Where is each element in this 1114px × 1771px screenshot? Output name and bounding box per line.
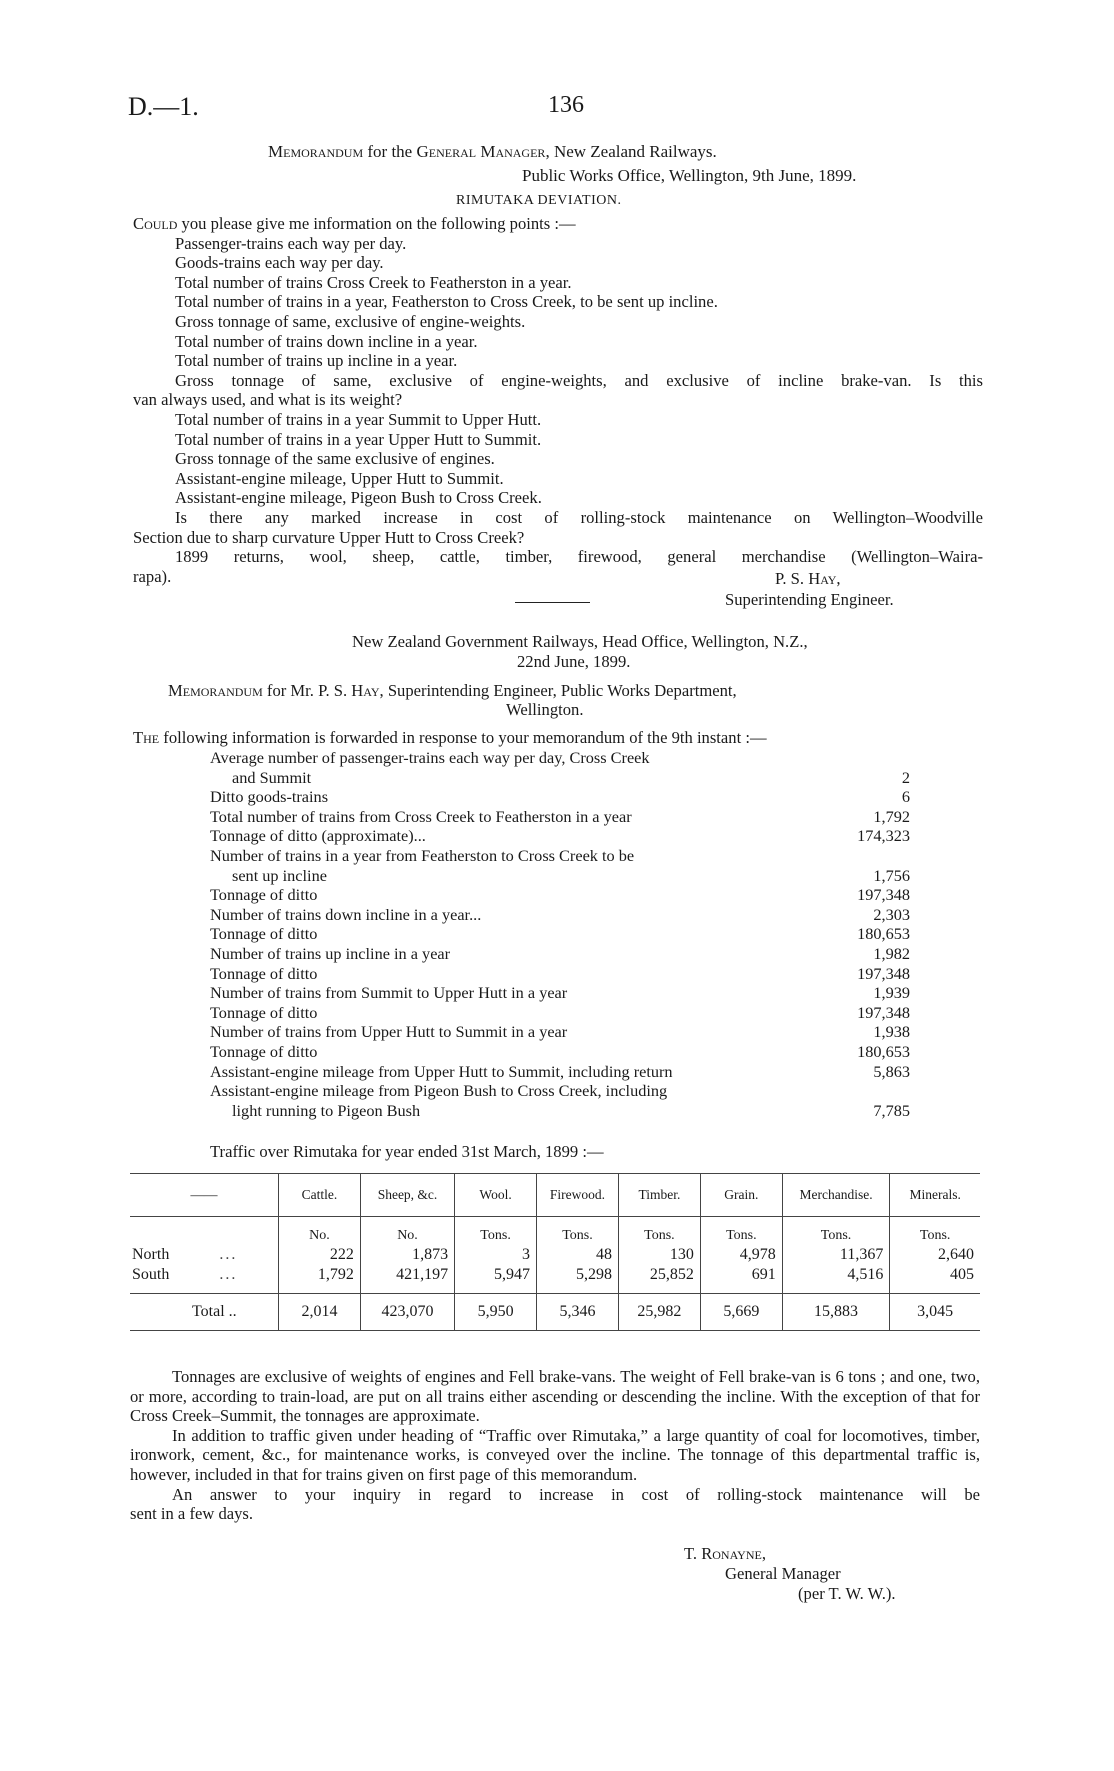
memo1-opening-rest: you please give me information on the following points :— bbox=[177, 214, 576, 233]
column-header: Minerals. bbox=[890, 1174, 980, 1217]
table-cell: 5,298 bbox=[537, 1265, 619, 1294]
table-cell: 1,792 bbox=[278, 1265, 360, 1294]
statistic-value: 6 bbox=[901, 787, 910, 807]
statistic-label: Total number of trains from Cross Creek to Featherston in a year bbox=[210, 806, 632, 826]
statistic-row bbox=[210, 885, 910, 905]
units-label-cell bbox=[130, 1217, 278, 1246]
statistic-row bbox=[210, 1003, 910, 1023]
memo1-opening bbox=[133, 214, 983, 234]
memo2-intro-rest: following information is forwarded in response to your memorandum of the 9th instant :— bbox=[159, 728, 767, 747]
statistic-label: Tonnage of ditto bbox=[210, 1002, 318, 1022]
memo1-point-returns: 1899 returns, wool, sheep, cattle, timber, firewood, general merchandise (Wellington–Waira- bbox=[175, 547, 983, 567]
memo1-signature-name: P. S. Hay, bbox=[775, 569, 841, 588]
column-header: Merchandise. bbox=[782, 1174, 890, 1217]
total-row bbox=[130, 1294, 980, 1331]
statistic-value: 5,863 bbox=[873, 1061, 910, 1081]
unit-cell: Tons. bbox=[700, 1217, 782, 1246]
unit-cell: Tons. bbox=[537, 1217, 619, 1246]
table-cell: 691 bbox=[700, 1265, 782, 1294]
memo1-point-returns-cont: rapa). bbox=[133, 566, 172, 586]
table-cell: 4,978 bbox=[700, 1245, 782, 1265]
statistic-row bbox=[210, 983, 910, 1003]
total-cell: 3,045 bbox=[890, 1294, 980, 1331]
separator-rule bbox=[515, 602, 590, 603]
traffic-corner: —— bbox=[130, 1174, 278, 1217]
memo2-signature-per: (per T. W. W.). bbox=[798, 1584, 896, 1603]
statistic-label-cont: and Summit bbox=[232, 767, 312, 787]
statistic-value: 1,982 bbox=[873, 943, 910, 963]
memo1-point: Passenger-trains each way per day. bbox=[175, 233, 407, 253]
memo2-title-rest: for Mr. P. S. bbox=[262, 681, 352, 700]
table-cell: 2,640 bbox=[890, 1245, 980, 1265]
statistic-label: Number of trains down incline in a year... bbox=[210, 904, 482, 924]
statistic-row bbox=[210, 748, 910, 768]
unit-cell: Tons. bbox=[618, 1217, 700, 1246]
memo2-title-city: Wellington. bbox=[506, 700, 584, 719]
table-row bbox=[130, 1265, 980, 1294]
total-cell: 2,014 bbox=[278, 1294, 360, 1331]
statistic-label: Tonnage of ditto bbox=[210, 963, 318, 983]
statistic-row bbox=[210, 905, 910, 925]
memo1-questions bbox=[133, 214, 983, 586]
memo2-notes bbox=[130, 1367, 980, 1524]
memo1-signature-title: Superintending Engineer. bbox=[725, 590, 894, 609]
total-cell: 5,346 bbox=[537, 1294, 619, 1331]
statistic-label: Assistant-engine mileage from Upper Hutt to Summit, including return bbox=[210, 1061, 673, 1081]
memo1-point: Total number of trains in a year Summit to Upper Hutt. bbox=[175, 409, 542, 429]
statistics-list bbox=[210, 748, 910, 1120]
statistic-value: 180,653 bbox=[857, 1041, 910, 1061]
statistic-value: 197,348 bbox=[857, 963, 910, 983]
statistic-label: Tonnage of ditto bbox=[210, 885, 318, 905]
statistic-value: 7,785 bbox=[873, 1100, 910, 1120]
total-leader-dots: .. bbox=[228, 1303, 237, 1320]
memo1-subject: RIMUTAKA DEVIATION. bbox=[456, 193, 622, 208]
table-cell: 11,367 bbox=[782, 1245, 890, 1265]
memo1-point: Assistant-engine mileage, Pigeon Bush to Cross Creek. bbox=[175, 488, 542, 508]
unit-cell: Tons. bbox=[455, 1217, 537, 1246]
memo1-title-suffix: , New Zealand Railways. bbox=[545, 142, 717, 161]
column-header: Timber. bbox=[618, 1174, 700, 1217]
table-cell: 1,873 bbox=[360, 1245, 454, 1265]
note-paragraph: In addition to traffic given under heading of “Traffic over Rimutaka,” a large quantity of coal for locomotives, timber, ironwork, cement, &c., for maintenance works, is conveyed over the incline. The tonnage of this departmental traffic is, however, included in that for trains given on first page of this memorandum. bbox=[130, 1425, 980, 1484]
memo1-title-prefix: Memorandum bbox=[268, 142, 364, 161]
statistic-value: 1,756 bbox=[873, 865, 910, 885]
statistic-row-cont bbox=[210, 866, 910, 886]
table-cell: 5,947 bbox=[455, 1265, 537, 1294]
statistic-row bbox=[210, 846, 910, 866]
unit-cell: Tons. bbox=[890, 1217, 980, 1246]
statistic-label: Number of trains from Upper Hutt to Summit in a year bbox=[210, 1022, 568, 1042]
statistic-row bbox=[210, 787, 910, 807]
memo1-recipient: General Manager bbox=[416, 142, 546, 161]
memo2-address: New Zealand Government Railways, Head Office, Wellington, N.Z., bbox=[352, 632, 808, 651]
memo1-point: Total number of trains Cross Creek to Featherston in a year. bbox=[175, 272, 572, 292]
table-cell: 3 bbox=[455, 1245, 537, 1265]
statistic-row bbox=[210, 1081, 910, 1101]
traffic-header-row bbox=[130, 1174, 980, 1217]
memo1-point-brake-van: Gross tonnage of same, exclusive of engine-weights, and exclusive of incline brake-van. Is this bbox=[175, 370, 983, 390]
total-label bbox=[130, 1294, 278, 1331]
table-cell: 421,197 bbox=[360, 1265, 454, 1294]
traffic-units-row bbox=[130, 1217, 980, 1246]
column-header: Sheep, &c. bbox=[360, 1174, 454, 1217]
statistic-label: Average number of passenger-trains each way per day, Cross Creek bbox=[210, 748, 650, 767]
row-label bbox=[130, 1265, 278, 1294]
memo2-signature-name: T. Ronayne, bbox=[684, 1544, 766, 1563]
memo2-title-name: Hay bbox=[351, 681, 380, 700]
statistic-row bbox=[210, 1022, 910, 1042]
memo2-intro-word: The bbox=[133, 728, 160, 747]
statistic-label: Assistant-engine mileage from Pigeon Bush to Cross Creek, including bbox=[210, 1081, 668, 1101]
statistic-label-cont: sent up incline bbox=[232, 865, 327, 885]
unit-cell: No. bbox=[278, 1217, 360, 1246]
memo2-intro bbox=[133, 728, 767, 748]
memo1-point: Total number of trains up incline in a year. bbox=[175, 351, 458, 371]
memo2-title-prefix: Memorandum bbox=[168, 681, 263, 700]
total-cell: 423,070 bbox=[360, 1294, 454, 1331]
memo1-title bbox=[268, 142, 717, 162]
page-number: 136 bbox=[548, 92, 584, 118]
total-cell: 15,883 bbox=[782, 1294, 890, 1331]
table-cell: 4,516 bbox=[782, 1265, 890, 1294]
document-reference: D.—1. bbox=[128, 92, 199, 121]
row-leader-dots: ... bbox=[219, 1266, 238, 1283]
memo1-office-date: Public Works Office, Wellington, 9th June, 1899. bbox=[522, 166, 857, 185]
statistic-label: Number of trains from Summit to Upper Hutt in a year bbox=[210, 983, 568, 1003]
column-header: Firewood. bbox=[537, 1174, 619, 1217]
total-cell: 5,669 bbox=[700, 1294, 782, 1331]
memo1-point: Goods-trains each way per day. bbox=[175, 253, 384, 273]
memo1-point: Total number of trains in a year Upper Hutt to Summit. bbox=[175, 429, 542, 449]
memo1-point: Total number of trains in a year, Featherston to Cross Creek, to be sent up incline. bbox=[175, 292, 718, 312]
statistic-label: Ditto goods-trains bbox=[210, 787, 329, 807]
total-cell: 5,950 bbox=[455, 1294, 537, 1331]
statistic-row-cont bbox=[210, 768, 910, 788]
memo1-title-for: for the bbox=[367, 142, 413, 161]
traffic-table bbox=[130, 1173, 980, 1331]
memo1-point-brake-van-cont: van always used, and what is its weight? bbox=[133, 390, 403, 410]
note-paragraph-cont: sent in a few days. bbox=[130, 1504, 254, 1524]
traffic-title: Traffic over Rimutaka for year ended 31st March, 1899 :— bbox=[210, 1142, 604, 1161]
table-cell: 405 bbox=[890, 1265, 980, 1294]
statistic-row bbox=[210, 826, 910, 846]
statistic-label-cont: light running to Pigeon Bush bbox=[232, 1100, 421, 1120]
total-label-text: Total bbox=[192, 1303, 225, 1320]
statistic-row-cont bbox=[210, 1101, 910, 1121]
row-label-text: North bbox=[132, 1246, 170, 1263]
statistic-label: Number of trains up incline in a year bbox=[210, 943, 451, 963]
statistic-value: 1,939 bbox=[873, 983, 910, 1003]
statistic-label: Tonnage of ditto bbox=[210, 924, 318, 944]
memo1-point-increase-cont: Section due to sharp curvature Upper Hutt to Cross Creek? bbox=[133, 527, 525, 547]
statistic-value: 2 bbox=[901, 767, 910, 787]
unit-cell: No. bbox=[360, 1217, 454, 1246]
statistic-row bbox=[210, 807, 910, 827]
statistic-label: Tonnage of ditto bbox=[210, 1041, 318, 1061]
statistic-label: Tonnage of ditto (approximate)... bbox=[210, 826, 426, 846]
unit-cell: Tons. bbox=[782, 1217, 890, 1246]
column-header: Grain. bbox=[700, 1174, 782, 1217]
row-label-text: South bbox=[132, 1266, 170, 1283]
column-header: Wool. bbox=[455, 1174, 537, 1217]
column-header: Cattle. bbox=[278, 1174, 360, 1217]
memo2-signature-title: General Manager bbox=[725, 1564, 841, 1583]
statistic-value: 197,348 bbox=[857, 1002, 910, 1022]
statistic-row bbox=[210, 1062, 910, 1082]
statistic-value: 2,303 bbox=[873, 904, 910, 924]
memo1-point: Gross tonnage of same, exclusive of engine-weights. bbox=[175, 311, 526, 331]
memo1-opening-word: Could bbox=[133, 214, 178, 233]
statistic-value: 174,323 bbox=[857, 826, 910, 846]
memo1-point: Total number of trains down incline in a year. bbox=[175, 331, 478, 351]
row-label bbox=[130, 1245, 278, 1265]
memo1-point: Assistant-engine mileage, Upper Hutt to Summit. bbox=[175, 468, 504, 488]
statistic-label: Number of trains in a year from Featherston to Cross Creek to be bbox=[210, 845, 635, 865]
statistic-row bbox=[210, 944, 910, 964]
statistic-row bbox=[210, 964, 910, 984]
memo2-title bbox=[168, 681, 737, 701]
row-leader-dots: ... bbox=[219, 1246, 238, 1263]
memo2-title-suffix: , Superintending Engineer, Public Works Department, bbox=[379, 681, 737, 700]
statistic-row bbox=[210, 924, 910, 944]
note-paragraph: An answer to your inquiry in regard to increase in cost of rolling-stock maintenance will be bbox=[172, 1484, 980, 1504]
statistic-value: 1,938 bbox=[873, 1022, 910, 1042]
statistic-value: 180,653 bbox=[857, 924, 910, 944]
note-paragraph: Tonnages are exclusive of weights of engines and Fell brake-vans. The weight of Fell brake-van is 6 tons ; and one, two, or more, according to train-load, are put on all trains either ascending or descending the incline. With the exception of that for Cross Creek–Summit, the tonnages are approximate. bbox=[130, 1367, 980, 1426]
table-cell: 222 bbox=[278, 1245, 360, 1265]
total-cell: 25,982 bbox=[618, 1294, 700, 1331]
statistic-value: 1,792 bbox=[873, 806, 910, 826]
statistic-value: 197,348 bbox=[857, 885, 910, 905]
table-cell: 25,852 bbox=[618, 1265, 700, 1294]
table-cell: 48 bbox=[537, 1245, 619, 1265]
memo1-point-increase: Is there any marked increase in cost of rolling-stock maintenance on Wellington–Woodville bbox=[175, 507, 983, 527]
memo2-date: 22nd June, 1899. bbox=[517, 652, 631, 671]
table-row bbox=[130, 1245, 980, 1265]
memo1-point: Gross tonnage of the same exclusive of engines. bbox=[175, 449, 495, 469]
table-cell: 130 bbox=[618, 1245, 700, 1265]
statistic-row bbox=[210, 1042, 910, 1062]
